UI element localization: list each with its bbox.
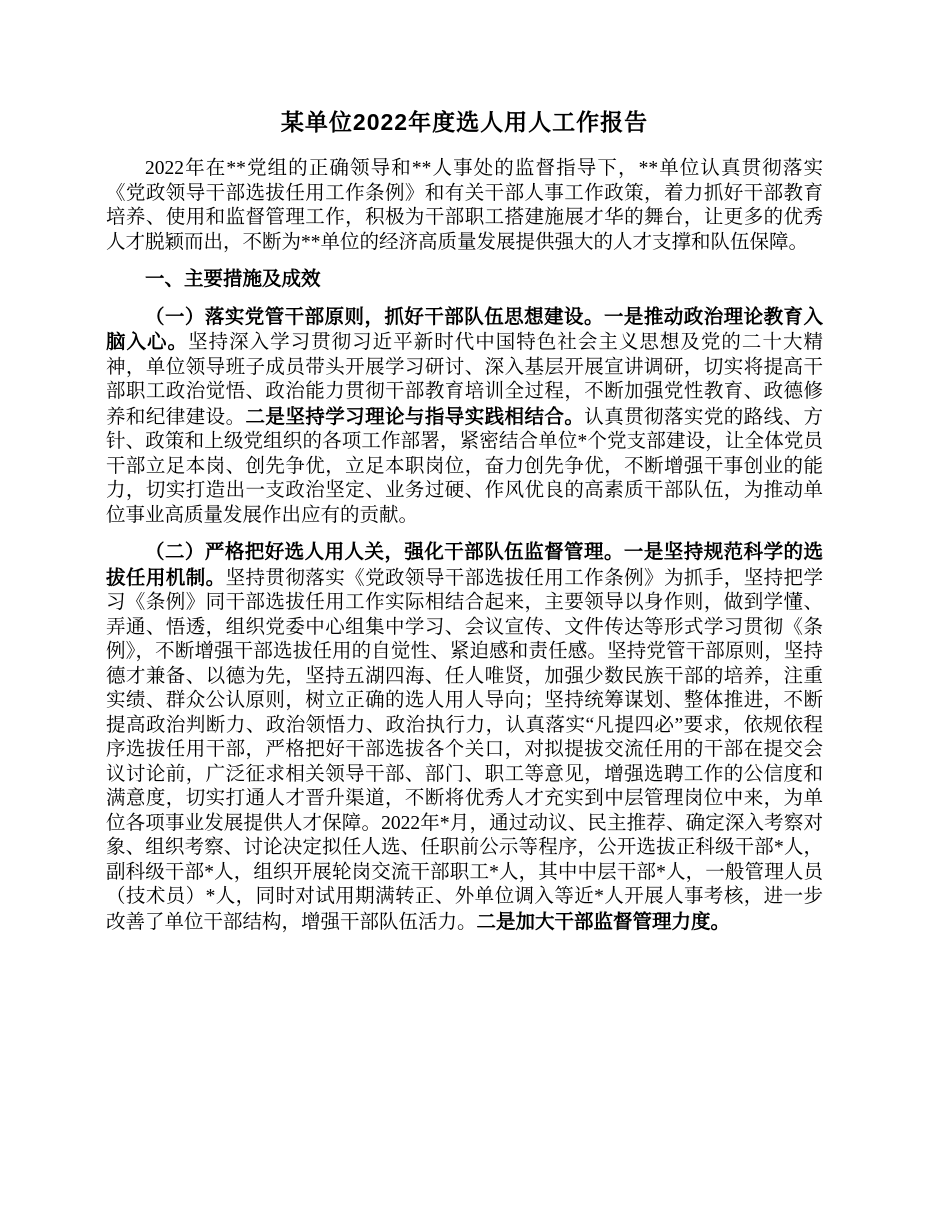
text-run: 认真贯彻落实党的路线、方针、政策和上级党组织的各项工作部署，紧密结合单位*个党支部建设，让全体党员干部立足本岗、创先争优，立足本职岗位，奋力创先争优，不断增强干事创业的能力，切实打造出一支政治坚定、业务过硬、作风优良的高素质干部队伍，为推动单位事业高质量发展作出应有的贡献。 bbox=[106, 406, 823, 526]
section-heading-1 bbox=[106, 267, 823, 293]
text-run: 2022年在**党组的正确领导和**人事处的监督指导下，**单位认真贯彻落实《党政领导干部选拔任用工作条例》和有关干部人事工作政策，着力抓好干部教育培养、使用和监督管理工作，积极为干部职工搭建施展才华的舞台，让更多的优秀人才脱颖而出，不断为**单位的经济高质量发展提供强大的人才支撑和队伍保障。 bbox=[106, 158, 823, 253]
text-run: 坚持深入学习贯彻习近平新时代中国特色社会主义思想及党的二十大精神，单位领导班子成员带头开展学习研讨、深入基层开展宣讲调研，切实将提高干部职工政治觉悟、政治能力贯彻干部教育培训全过程，不断加强党性教育、政德修养和纪律建设。 bbox=[106, 332, 823, 428]
document-title: 某单位2022年度选人用人工作报告 bbox=[280, 109, 649, 135]
bold-text-run: 一、主要措施及成效 bbox=[145, 268, 321, 290]
paragraph-1-2 bbox=[106, 540, 823, 935]
bold-text-run: （二）严格把好选人用人关，强化干部队伍监督管理。一是坚持规范科学的选拔任用机制。 bbox=[106, 541, 823, 589]
paragraph-1-1 bbox=[106, 305, 823, 529]
document-content bbox=[106, 106, 823, 935]
intro-paragraph bbox=[106, 157, 823, 255]
text-run: 坚持贯彻落实《党政领导干部选拔任用工作条例》为抓手，坚持把学习《条例》同干部选拔任用工作实际相结合起来，主要领导以身作则，做到学懂、弄通、悟透，组织党委中心组集中学习、会议宣传、文件传达等形式学习贯彻《条例》，不断增强干部选拔任用的自觉性、紧迫感和责任感。坚持党管干部原则，坚持德才兼备、以德为先，坚持五湖四海、任人唯贤，加强少数民族干部的培养，注重实绩、群众公认原则，树立正确的选人用人导向；坚持统筹谋划、整体推进，不断提高政治判断力、政治领悟力、政治执行力，认真落实“凡提四必”要求，依规依程序选拔任用干部，严格把好干部选拔各个关口，对拟提拔交流任用的干部在提交会议讨论前，广泛征求相关领导干部、部门、职工等意见，增强选聘工作的公信度和满意度，切实打通人才晋升渠道，不断将优秀人才充实到中层管理岗位中来，为单位各项事业发展提供人才保障。2022年*月，通过动议、民主推荐、确定深入考察对象、组织考察、讨论决定拟任人选、任职前公示等程序，公开选拔正科级干部*人，副科级干部*人，组织开展轮岗交流干部职工*人，其中中层干部*人，一般管理人员（技术员）*人，同时对试用期满转正、外单位调入等近*人开展人事考核，进一步改善了单位干部结构，增强干部队伍活力。 bbox=[106, 567, 823, 933]
bold-text-run: 二是坚持学习理论与指导实践相结合。 bbox=[245, 405, 585, 428]
document-body bbox=[106, 157, 823, 935]
bold-text-run: （一）落实党管干部原则，抓好干部队伍思想建设。一是推动政治理论教育入脑入心。 bbox=[106, 305, 823, 353]
bold-text-run: 二是加大干部监督管理力度。 bbox=[476, 910, 731, 933]
